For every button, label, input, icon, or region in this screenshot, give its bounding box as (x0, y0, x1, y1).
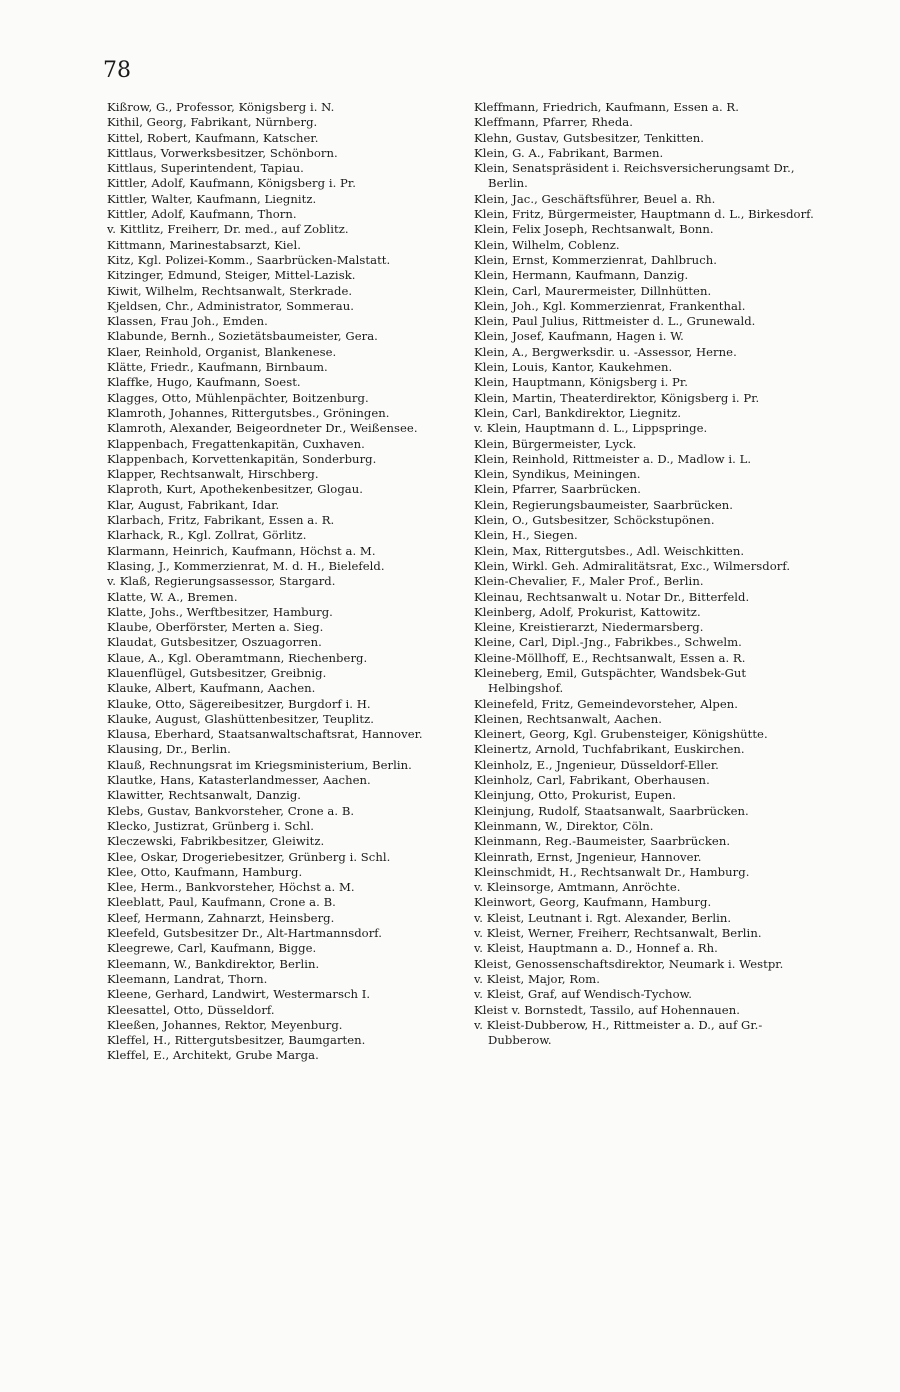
directory-entry: Kleist v. Bornstedt, Tassilo, auf Hohennauen. (474, 1002, 740, 1017)
directory-entry: Klein, Senatspräsident i. Reichsversicherungsamt Dr., Berlin. (474, 161, 795, 191)
directory-entry: Klein, Regierungsbaumeister, Saarbrücken. (474, 497, 733, 512)
directory-entry: Kleef, Hermann, Zahnarzt, Heinsberg. (107, 910, 335, 925)
directory-entry: Klauke, August, Glashüttenbesitzer, Teuplitz. (107, 711, 375, 726)
directory-entry: Kleemann, W., Bankdirektor, Berlin. (107, 956, 320, 971)
directory-entry: Klarhack, R., Kgl. Zollrat, Görlitz. (107, 528, 307, 543)
directory-entry: Kittler, Adolf, Kaufmann, Königsberg i. Pr. (107, 176, 356, 191)
directory-entry: v. Kleinsorge, Amtmann, Anröchte. (474, 880, 681, 895)
directory-entry: Klein, Paul Julius, Rittmeister d. L., Grunewald. (474, 314, 756, 329)
directory-entry: Klamroth, Alexander, Beigeordneter Dr., Weißensee. (107, 421, 418, 436)
directory-entry: Kittel, Robert, Kaufmann, Katscher. (107, 130, 319, 145)
directory-entry: Klee, Otto, Kaufmann, Hamburg. (107, 864, 303, 879)
directory-entry: Kleineberg, Emil, Gutspächter, Wandsbek-Gut Helbingshof. (474, 665, 747, 696)
directory-entry: Klaue, A., Kgl. Oberamtmann, Riechenberg. (107, 650, 368, 665)
page-number: 78 (103, 58, 131, 83)
directory-entry: Klein, Reinhold, Rittmeister a. D., Madlow i. L. (474, 451, 752, 466)
directory-entry: Kleinberg, Adolf, Prokurist, Kattowitz. (474, 604, 701, 619)
directory-entry: Kithil, Georg, Fabrikant, Nürnberg. (107, 115, 318, 130)
directory-entry: v. Klein, Hauptmann d. L., Lippspringe. (474, 421, 708, 436)
directory-entry: Kleinmann, Reg.-Baumeister, Saarbrücken. (474, 834, 731, 849)
directory-entry: Klauke, Albert, Kaufmann, Aachen. (107, 681, 316, 696)
directory-entry: Kleefeld, Gutsbesitzer Dr., Alt-Hartmannsdorf. (107, 926, 382, 941)
directory-entry: Klausing, Dr., Berlin. (107, 742, 231, 757)
directory-entry: Klein, Hauptmann, Königsberg i. Pr. (474, 375, 688, 390)
directory-entry: Klautke, Hans, Katasterlandmesser, Aachen. (107, 773, 371, 788)
directory-entry: Klein, Wirkl. Geh. Admiralitätsrat, Exc., Wilmersdorf. (474, 558, 791, 573)
directory-entry: Kißrow, G., Professor, Königsberg i. N. (107, 100, 335, 114)
directory-entry: Klaproth, Kurt, Apothekenbesitzer, Glogau. (107, 482, 364, 497)
directory-entry: Kleeßen, Johannes, Rektor, Meyenburg. (107, 1017, 343, 1032)
directory-entry: Klappenbach, Fregattenkapitän, Cuxhaven. (107, 436, 365, 451)
directory-entry: Kleinmann, W., Direktor, Cöln. (474, 818, 654, 833)
directory-entry: Klasing, J., Kommerzienrat, M. d. H., Bielefeld. (107, 558, 385, 573)
directory-entry: Klawitter, Rechtsanwalt, Danzig. (107, 788, 302, 803)
directory-entry: Klein, Martin, Theaterdirektor, Königsberg i. Pr. (474, 390, 760, 405)
directory-entry: Kleczewski, Fabrikbesitzer, Gleiwitz. (107, 834, 325, 849)
directory-entry: v. Kleist-Dubberow, H., Rittmeister a. D., auf Gr.-Dubberow. (474, 1017, 763, 1048)
directory-entry: Klein, Carl, Bankdirektor, Liegnitz. (474, 405, 682, 420)
directory-entry: Kleinau, Rechtsanwalt u. Notar Dr., Bitterfeld. (474, 589, 750, 604)
directory-entry: v. Klaß, Regierungsassessor, Stargard. (107, 574, 336, 589)
directory-entry: Klabunde, Bernh., Sozietätsbaumeister, Gera. (107, 329, 378, 344)
directory-entry: v. Kleist, Hauptmann a. D., Honnef a. Rh. (474, 941, 718, 956)
directory-entry: Kleinjung, Rudolf, Staatsanwalt, Saarbrücken. (474, 803, 749, 818)
directory-entry: Klaer, Reinhold, Organist, Blankenese. (107, 344, 337, 359)
directory-entry: Kleine-Möllhoff, E., Rechtsanwalt, Essen a. R. (474, 650, 746, 665)
directory-entry: Klar, August, Fabrikant, Idar. (107, 497, 280, 512)
directory-entry: Klarmann, Heinrich, Kaufmann, Höchst a. M. (107, 543, 376, 558)
directory-entry: Klein, H., Siegen. (474, 528, 578, 543)
directory-entry: Kittlaus, Superintendent, Tapiau. (107, 161, 304, 176)
directory-entry: Klätte, Friedr., Kaufmann, Birnbaum. (107, 360, 328, 375)
directory-entry: Klein, Bürgermeister, Lyck. (474, 436, 637, 451)
directory-entry: Kleinert, Georg, Kgl. Grubensteiger, Königshütte. (474, 727, 768, 742)
directory-entry: Kleffel, H., Rittergutsbesitzer, Baumgarten. (107, 1033, 366, 1048)
directory-entry: Kleinholz, Carl, Fabrikant, Oberhausen. (474, 773, 710, 788)
directory-entry: Klein, Joh., Kgl. Kommerzienrat, Frankenthal. (474, 298, 746, 313)
directory-entry: v. Kleist, Graf, auf Wendisch-Tychow. (474, 987, 692, 1002)
directory-entry: Klein, Wilhelm, Coblenz. (474, 237, 620, 252)
directory-entry: Klarbach, Fritz, Fabrikant, Essen a. R. (107, 513, 335, 528)
directory-entry: Kleine, Carl, Dipl.-Jng., Fabrikbes., Schwelm. (474, 635, 742, 650)
directory-entry: Klein, G. A., Fabrikant, Barmen. (474, 145, 664, 160)
directory-entry: v. Kleist, Leutnant i. Rgt. Alexander, Berlin. (474, 910, 732, 925)
directory-entry: Klauenflügel, Gutsbesitzer, Greibnig. (107, 665, 327, 680)
directory-entry: Kleesattel, Otto, Düsseldorf. (107, 1002, 275, 1017)
directory-entry: Kleffel, E., Architekt, Grube Marga. (107, 1048, 319, 1063)
directory-entry: Klein, Max, Rittergutsbes., Adl. Weischkitten. (474, 543, 745, 558)
directory-entry: Klapper, Rechtsanwalt, Hirschberg. (107, 467, 319, 482)
directory-entry: Klauß, Rechnungsrat im Kriegsministerium, Berlin. (107, 757, 412, 772)
directory-entry: Kleene, Gerhard, Landwirt, Westermarsch I. (107, 987, 371, 1002)
directory-entry: Klassen, Frau Joh., Emden. (107, 314, 268, 329)
directory-entry: Kleist, Genossenschaftsdirektor, Neumark i. Westpr. (474, 956, 784, 971)
directory-entry: Klatte, W. A., Bremen. (107, 589, 238, 604)
directory-entry: Klein, O., Gutsbesitzer, Schöckstupönen. (474, 513, 715, 528)
directory-entry: Klee, Herm., Bankvorsteher, Höchst a. M. (107, 880, 355, 895)
directory-entry: Kitzinger, Edmund, Steiger, Mittel-Lazisk. (107, 268, 356, 283)
directory-entry: Kittlaus, Vorwerksbesitzer, Schönborn. (107, 145, 338, 160)
left-column (107, 100, 449, 1064)
directory-entry: Kleffmann, Pfarrer, Rheda. (474, 115, 633, 130)
directory-entry: Kleinertz, Arnold, Tuchfabrikant, Euskirchen. (474, 742, 745, 757)
directory-entry: Kleinen, Rechtsanwalt, Aachen. (474, 711, 662, 726)
directory-entry: Kleffmann, Friedrich, Kaufmann, Essen a. R. (474, 100, 739, 114)
directory-entry: Klein, Ernst, Kommerzienrat, Dahlbruch. (474, 252, 717, 267)
directory-entry: Klein, A., Bergwerksdir. u. -Assessor, Herne. (474, 344, 737, 359)
directory-entry: Klein-Chevalier, F., Maler Prof., Berlin. (474, 574, 704, 589)
directory-entry: Kleeblatt, Paul, Kaufmann, Crone a. B. (107, 895, 336, 910)
directory-entry: Klein, Josef, Kaufmann, Hagen i. W. (474, 329, 684, 344)
directory-entry: Klein, Fritz, Bürgermeister, Hauptmann d. L., Birkesdorf. (474, 207, 814, 222)
directory-entry: Kleinholz, E., Jngenieur, Düsseldorf-Eller. (474, 757, 719, 772)
directory-entry: Klamroth, Johannes, Rittergutsbes., Gröningen. (107, 405, 390, 420)
directory-entry: Klein, Louis, Kantor, Kaukehmen. (474, 360, 673, 375)
directory-entry: Kleinefeld, Fritz, Gemeindevorsteher, Alpen. (474, 696, 739, 711)
directory-entry: Klagges, Otto, Mühlenpächter, Boitzenburg. (107, 390, 369, 405)
directory-entry: Kittler, Walter, Kaufmann, Liegnitz. (107, 191, 317, 206)
directory-entry: Kiwit, Wilhelm, Rechtsanwalt, Sterkrade. (107, 283, 353, 298)
directory-entry: Klaube, Oberförster, Merten a. Sieg. (107, 620, 324, 635)
directory-entry: v. Kleist, Werner, Freiherr, Rechtsanwalt, Berlin. (474, 926, 762, 941)
directory-entry: v. Kittlitz, Freiherr, Dr. med., auf Zoblitz. (107, 222, 349, 237)
directory-entry: Klebs, Gustav, Bankvorsteher, Crone a. B. (107, 803, 355, 818)
directory-entry: Kleinjung, Otto, Prokurist, Eupen. (474, 788, 677, 803)
directory-entry: Kleinrath, Ernst, Jngenieur, Hannover. (474, 849, 702, 864)
directory-entry: Klein, Carl, Maurermeister, Dillnhütten. (474, 283, 712, 298)
directory-entry: Kleinschmidt, H., Rechtsanwalt Dr., Hamburg. (474, 864, 750, 879)
directory-entry: Klaffke, Hugo, Kaufmann, Soest. (107, 375, 301, 390)
directory-entry: Klaudat, Gutsbesitzer, Oszuagorren. (107, 635, 322, 650)
directory-entry: Klecko, Justizrat, Grünberg i. Schl. (107, 818, 314, 833)
directory-entry: Kleine, Kreistierarzt, Niedermarsberg. (474, 620, 704, 635)
directory-entry: Kjeldsen, Chr., Administrator, Sommerau. (107, 298, 354, 313)
directory-entry: Klausa, Eberhard, Staatsanwaltschaftsrat, Hannover. (107, 727, 423, 742)
directory-entry: Kleegrewe, Carl, Kaufmann, Bigge. (107, 941, 317, 956)
directory-entry: Kittmann, Marinestabsarzt, Kiel. (107, 237, 301, 252)
directory-entry: Klein, Jac., Geschäftsführer, Beuel a. Rh. (474, 191, 716, 206)
right-column (474, 100, 824, 1048)
directory-entry: Klatte, Johs., Werftbesitzer, Hamburg. (107, 604, 333, 619)
directory-entry: Kleinwort, Georg, Kaufmann, Hamburg. (474, 895, 712, 910)
directory-entry: Klauke, Otto, Sägereibesitzer, Burgdorf i. H. (107, 696, 371, 711)
directory-entry: Klein, Hermann, Kaufmann, Danzig. (474, 268, 689, 283)
directory-entry: Kittler, Adolf, Kaufmann, Thorn. (107, 207, 297, 222)
directory-entry: v. Kleist, Major, Rom. (474, 971, 600, 986)
directory-entry: Klappenbach, Korvettenkapitän, Sonderburg. (107, 451, 377, 466)
directory-entry: Klee, Oskar, Drogeriebesitzer, Grünberg i. Schl. (107, 849, 391, 864)
directory-entry: Kleemann, Landrat, Thorn. (107, 971, 268, 986)
directory-entry: Klein, Felix Joseph, Rechtsanwalt, Bonn. (474, 222, 714, 237)
directory-entry: Klein, Syndikus, Meiningen. (474, 467, 641, 482)
directory-entry: Klehn, Gustav, Gutsbesitzer, Tenkitten. (474, 130, 705, 145)
directory-entry: Kitz, Kgl. Polizei-Komm., Saarbrücken-Malstatt. (107, 252, 391, 267)
directory-entry: Klein, Pfarrer, Saarbrücken. (474, 482, 642, 497)
